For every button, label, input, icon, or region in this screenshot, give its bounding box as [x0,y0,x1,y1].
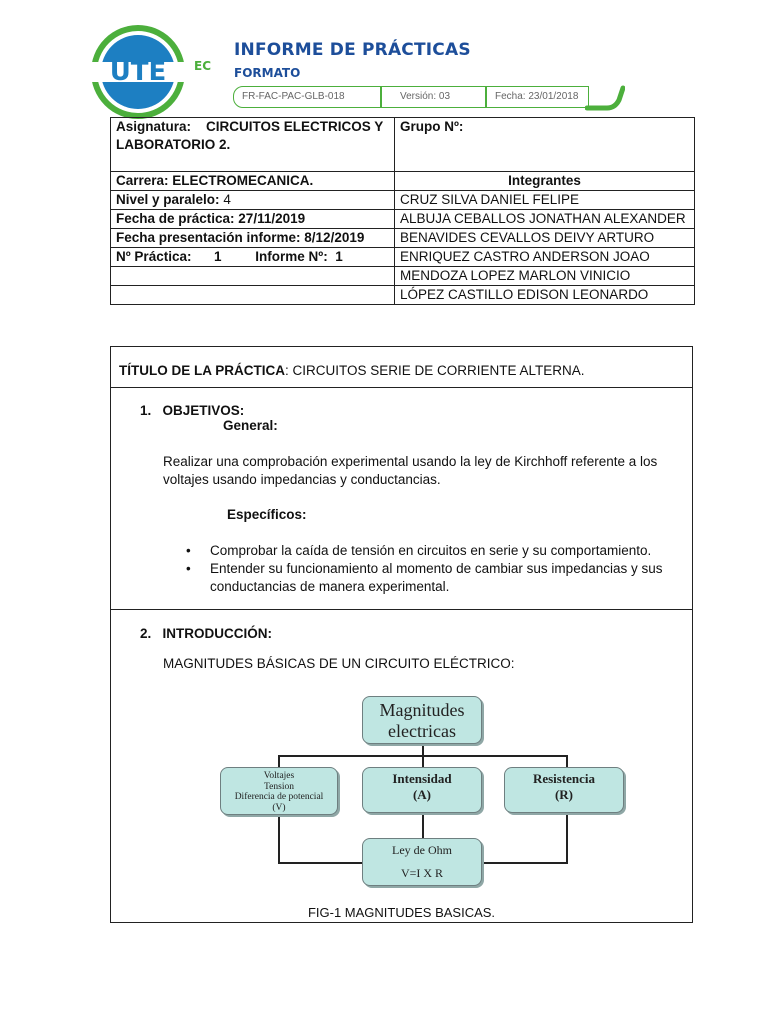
form-version: Versión: 03 [381,86,486,108]
figure-caption: FIG-1 MAGNITUDES BASICAS. [307,905,496,920]
intensidad-line1: Intensidad [392,771,452,786]
logo-text: UTE [109,57,167,87]
bullet-icon: • [186,543,191,558]
ley-ohm-line1: Ley de Ohm [392,843,452,857]
practica-cell [111,248,395,267]
intensidad-box [362,767,482,813]
nivel-cell [111,191,395,210]
connector-line [278,755,280,767]
resistencia-line1: Resistencia [532,771,596,786]
member-3: ENRIQUEZ CASTRO ANDERSON JOAO [395,248,695,267]
asignatura-label: Asignatura: [116,119,192,134]
fecha-presentacion-cell: Fecha presentación informe: 8/12/2019 [111,229,395,248]
voltajes-line: Voltajes [263,771,295,781]
grupo-cell [395,118,695,172]
empty-cell [111,267,395,286]
logo-suffix: EC [194,59,212,73]
practica-value: 1 [213,249,222,264]
practice-title [119,362,585,380]
empty-cell [111,286,395,305]
especificos-list [186,542,676,596]
ley-ohm-line2: V=I X R [400,866,444,880]
informe-value: 1 [335,249,343,264]
connector-line [278,814,280,863]
carrera-cell: Carrera: ELECTROMECANICA. [111,172,395,191]
report-subtitle: FORMATO [234,66,301,80]
resistencia-box [504,767,624,813]
list-item [186,560,676,596]
voltajes-box [220,767,338,815]
voltajes-line: (V) [272,802,286,813]
connector-line [278,862,362,864]
member-1: ALBUJA CEBALLOS JONATHAN ALEXANDER [395,210,695,229]
nivel-label: Nivel y paralelo: [116,192,220,207]
especificos-heading: Específicos: [227,507,307,522]
bullet-icon: • [186,561,191,576]
practice-title-value: : CIRCUITOS SERIE DE CORRIENTE ALTERNA. [285,363,585,378]
magnitudes-line1: Magnitudes [379,700,465,720]
connector-line [278,755,568,757]
intensidad-line2: (A) [412,787,432,802]
member-4: MENDOZA LOPEZ MARLON VINICIO [395,267,695,286]
intro-heading: 2. INTRODUCCIÓN: [140,626,273,641]
divider [111,387,692,388]
objetivos-heading: 1. OBJETIVOS: [140,403,245,418]
practica-label: Nº Práctica: [116,249,192,264]
divider [111,609,692,610]
list-item-text: Entender su funcionamiento al momento de cambiar sus impedancias y sus conductancias de manera experimental. [210,561,663,594]
ute-logo [86,24,226,120]
ley-ohm-box [362,838,482,886]
general-heading: General: [223,418,278,433]
member-5: LÓPEZ CASTILLO EDISON LEONARDO [395,286,695,305]
practice-title-label: TÍTULO DE LA PRÁCTICA [119,363,285,378]
form-code: FR-FAC-PAC-GLB-018 [233,86,381,108]
connector-line [422,812,424,838]
asignatura-cell [111,118,395,172]
voltajes-line: Diferencia de potencial [234,792,324,802]
general-text: Realizar una comprobación experimental usando la ley de Kirchhoff referente a los voltajes usando impedancias y conductancias. [163,454,658,487]
intro-subtitle: MAGNITUDES BÁSICAS DE UN CIRCUITO ELÉCTRICO: [163,656,515,671]
magnitudes-box [362,696,482,744]
resistencia-line2: (R) [554,787,574,802]
info-table [110,117,695,305]
magnitudes-diagram [218,694,628,894]
list-item [186,542,676,560]
connector-line [566,812,568,863]
member-2: BENAVIDES CEVALLOS DEIVY ARTURO [395,229,695,248]
informe-label: Informe Nº: [255,249,328,264]
voltajes-line: Tension [264,781,294,792]
connector-line [566,755,568,767]
green-swoosh-decoration [585,82,625,114]
list-item-text: Comprobar la caída de tensión en circuitos en serie y su comportamiento. [210,543,652,558]
magnitudes-line2: electricas [388,721,456,741]
integrantes-header: Integrantes [395,172,695,191]
form-date: Fecha: 23/01/2018 [486,86,589,108]
connector-line [484,862,568,864]
member-0: CRUZ SILVA DANIEL FELIPE [395,191,695,210]
report-title: INFORME DE PRÁCTICAS [234,40,471,60]
asignatura-value: CIRCUITOS ELECTRICOS Y LABORATORIO 2. [116,119,384,152]
grupo-label: Grupo Nº: [400,119,464,134]
fecha-practica-cell: Fecha de práctica: 27/11/2019 [111,210,395,229]
nivel-value: 4 [223,192,231,207]
